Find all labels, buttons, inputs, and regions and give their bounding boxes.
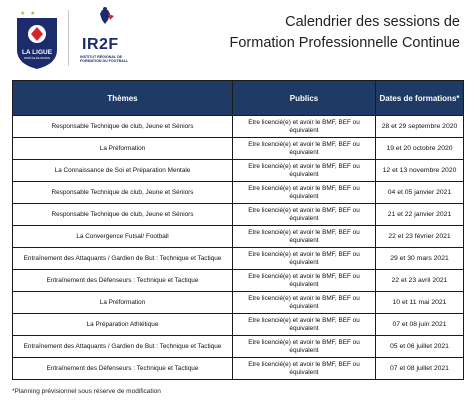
public-cell: Etre licencié(e) et avoir le BMF, BEF ou équivalent <box>233 226 376 248</box>
ir2f-wordmark: IR2F <box>82 36 119 53</box>
date-cell: 05 et 06 juillet 2021 <box>376 336 464 358</box>
table-row <box>13 248 464 270</box>
theme-cell: La Convergence Futsal/ Football <box>13 226 233 248</box>
public-cell: Etre licencié(e) et avoir le BMF, BEF ou équivalent <box>233 270 376 292</box>
theme-cell: Responsable Technique de club, Jeune et Séniors <box>13 116 233 138</box>
theme-cell: Entraînement des Défenseurs : Technique et Tactique <box>13 270 233 292</box>
public-cell: Etre licencié(e) et avoir le BMF, BEF ou équivalent <box>233 358 376 380</box>
page-title <box>229 12 460 54</box>
table-row <box>13 204 464 226</box>
theme-cell: La Préparation Athlétique <box>13 314 233 336</box>
table-row <box>13 336 464 358</box>
table-row <box>13 358 464 380</box>
public-cell: Etre licencié(e) et avoir le BMF, BEF ou équivalent <box>233 116 376 138</box>
date-cell: 29 et 30 mars 2021 <box>376 248 464 270</box>
theme-cell: La Connaissance de Soi et Préparation Mentale <box>13 160 233 182</box>
ir2f-subtitle: INSTITUT RÉGIONAL DE FORMATION DU FOOTBALL <box>80 55 129 63</box>
date-cell: 28 et 29 septembre 2020 <box>376 116 464 138</box>
header-publics: Publics <box>233 81 376 116</box>
public-cell: Etre licencié(e) et avoir le BMF, BEF ou équivalent <box>233 138 376 160</box>
date-cell: 10 et 11 mai 2021 <box>376 292 464 314</box>
public-cell: Etre licencié(e) et avoir le BMF, BEF ou équivalent <box>233 182 376 204</box>
ligue-logo-subtext: PARIS ÎLE-DE-FRANCE <box>24 57 50 60</box>
table-row <box>13 160 464 182</box>
ligue-logo-text: LA LIGUE <box>21 49 53 56</box>
svg-text:★: ★ <box>20 11 26 17</box>
date-cell: 12 et 13 novembre 2020 <box>376 160 464 182</box>
date-cell: 07 et 08 juillet 2021 <box>376 358 464 380</box>
theme-cell: Entraînement des Attaquants / Gardien de But : Technique et Tactique <box>13 248 233 270</box>
logo-divider <box>68 10 69 66</box>
title-line-1: Calendrier des sessions de <box>285 14 460 30</box>
page-header <box>0 0 474 80</box>
footnote: *Planning prévisionnel sous réserve de modification <box>12 388 161 395</box>
table-row <box>13 270 464 292</box>
table-header-row <box>13 81 464 116</box>
table-row <box>13 182 464 204</box>
table-row <box>13 292 464 314</box>
theme-cell: Responsable Technique de club, Jeune et Séniors <box>13 182 233 204</box>
theme-cell: La Préformation <box>13 138 233 160</box>
svg-text:★: ★ <box>30 11 36 17</box>
date-cell: 07 et 08 juin 2021 <box>376 314 464 336</box>
header-themes: Thèmes <box>13 81 233 116</box>
ligue-logo <box>14 8 60 70</box>
date-cell: 19 et 20 octobre 2020 <box>376 138 464 160</box>
public-cell: Etre licencié(e) et avoir le BMF, BEF ou équivalent <box>233 336 376 358</box>
title-line-2: Formation Professionnelle Continue <box>229 35 460 51</box>
table-row <box>13 116 464 138</box>
public-cell: Etre licencié(e) et avoir le BMF, BEF ou équivalent <box>233 314 376 336</box>
theme-cell: La Préformation <box>13 292 233 314</box>
table-row <box>13 314 464 336</box>
theme-cell: Entraînement des Défenseurs : Technique et Tactique <box>13 358 233 380</box>
date-cell: 04 et 05 janvier 2021 <box>376 182 464 204</box>
date-cell: 22 et 23 avril 2021 <box>376 270 464 292</box>
date-cell: 22 et 23 février 2021 <box>376 226 464 248</box>
public-cell: Etre licencié(e) et avoir le BMF, BEF ou équivalent <box>233 204 376 226</box>
date-cell: 21 et 22 janvier 2021 <box>376 204 464 226</box>
theme-cell: Responsable Technique de club, Jeune et Séniors <box>13 204 233 226</box>
public-cell: Etre licencié(e) et avoir le BMF, BEF ou équivalent <box>233 160 376 182</box>
public-cell: Etre licencié(e) et avoir le BMF, BEF ou équivalent <box>233 248 376 270</box>
sessions-table <box>12 80 464 380</box>
theme-cell: Entraînement des Attaquants / Gardien de But : Technique et Tactique <box>13 336 233 358</box>
table-row <box>13 226 464 248</box>
table-row <box>13 138 464 160</box>
header-dates: Dates de formations* <box>376 81 464 116</box>
public-cell: Etre licencié(e) et avoir le BMF, BEF ou équivalent <box>233 292 376 314</box>
